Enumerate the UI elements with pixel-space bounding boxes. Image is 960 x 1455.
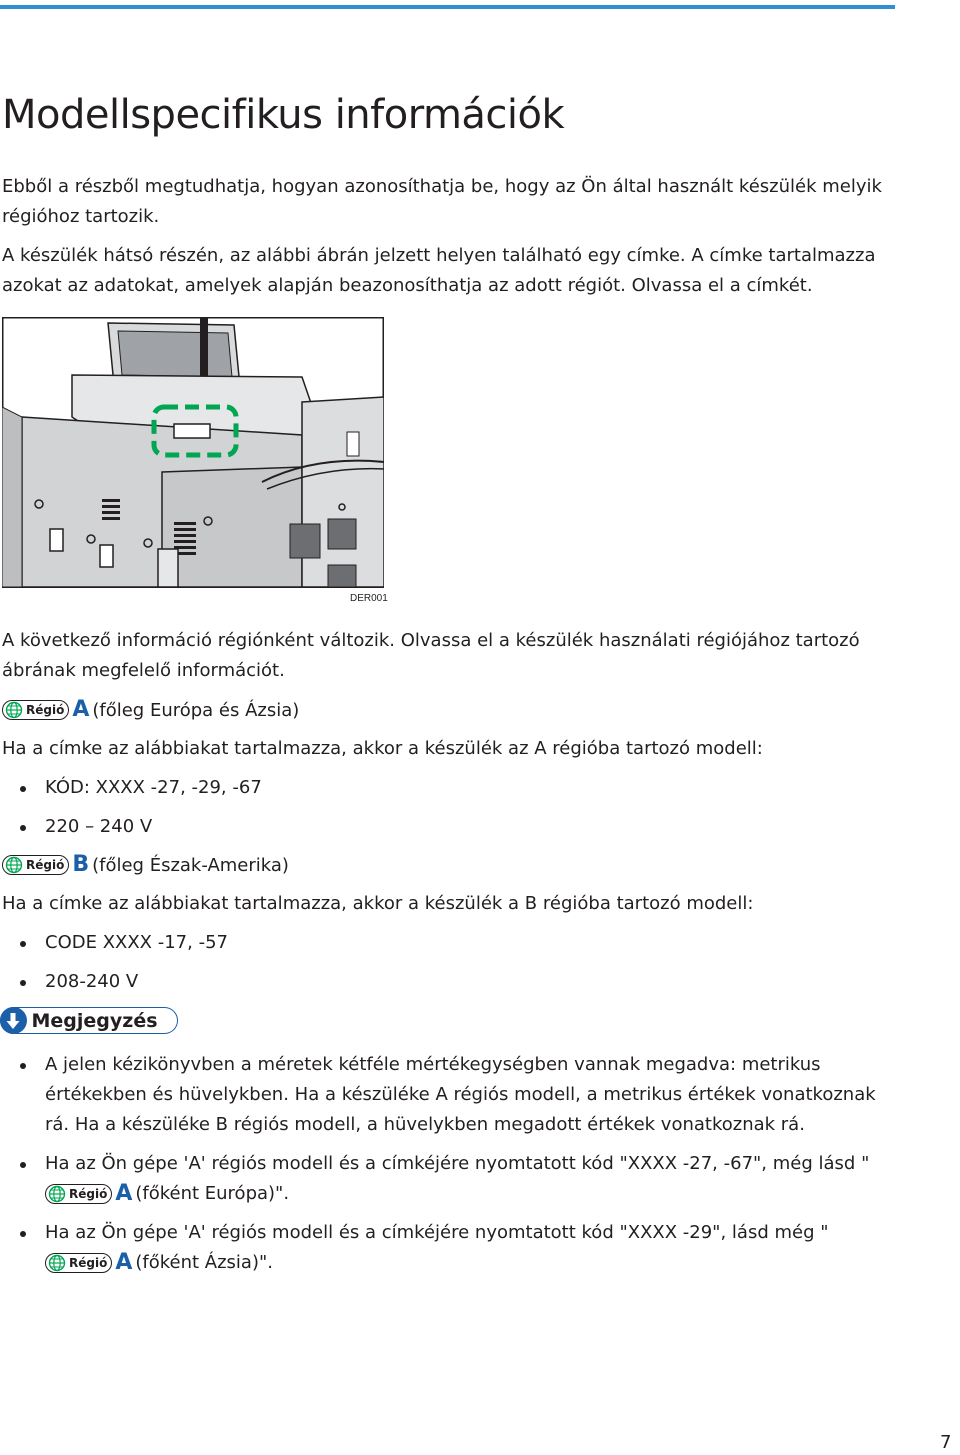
region-b-description: Ha a címke az alábbiakat tartalmazza, akkor a készülék a B régióba tartozó modell:	[2, 893, 754, 914]
figure-code: DER001	[350, 593, 388, 604]
region-b-list	[20, 928, 890, 997]
list-item: 208-240 V	[20, 967, 890, 997]
intro-paragraph-1: Ebből a részből megtudhatja, hogyan azonosíthatja be, hogy az Ön által használt készülék melyik régióhoz tartozik.	[2, 176, 882, 227]
note-list	[20, 1050, 890, 1278]
list-item: A jelen kézikönyvben a méretek kétféle mértékegységben vannak megadva: metrikus értékekben és hüvelykben. Ha a készüléke A régiós modell, a metrikus értékek vonatkoznak rá. Ha a készüléke B régiós modell, a hüvelykben megadott értékek vonatkoznak rá.	[20, 1050, 890, 1140]
region-badge-label: Régió	[69, 1256, 108, 1270]
note-item3-suffix: (főként Ázsia)".	[135, 1252, 273, 1273]
region-badge-label: Régió	[26, 703, 65, 717]
printer-rear-illustration	[2, 317, 384, 588]
region-a-letter: A	[72, 697, 90, 722]
region-a-letter: A	[115, 1181, 133, 1206]
page-number: 7	[940, 1432, 952, 1453]
region-b-caption: (főleg Észak-Amerika)	[92, 854, 289, 876]
top-rule	[0, 5, 895, 9]
list-item	[20, 1149, 890, 1209]
arrow-down-icon	[0, 1007, 27, 1034]
globe-icon	[5, 701, 23, 719]
globe-icon	[5, 856, 23, 874]
region-badge-label: Régió	[69, 1187, 108, 1201]
note-item2-suffix: (főként Európa)".	[135, 1183, 290, 1204]
list-item: 220 – 240 V	[20, 812, 890, 842]
region-badge-label: Régió	[26, 858, 65, 872]
region-badge	[2, 700, 69, 720]
region-badge	[45, 1253, 112, 1273]
note-item3-text: Ha az Ön gépe 'A' régiós modell és a címkéjére nyomtatott kód "XXXX -29", lásd még "	[45, 1222, 829, 1243]
region-a-inline-badge	[45, 1183, 135, 1205]
note-header	[0, 1007, 178, 1034]
region-b-line	[2, 851, 289, 879]
region-a-description: Ha a címke az alábbiakat tartalmazza, akkor a készülék az A régióba tartozó modell:	[2, 738, 763, 759]
globe-icon	[48, 1185, 66, 1203]
region-b-letter: B	[72, 852, 90, 877]
region-info-paragraph: A következő információ régiónként változik. Olvassa el a készülék használati régiójához tartozó ábrának megfelelő információt.	[2, 630, 860, 681]
region-badge	[2, 855, 69, 875]
region-a-list	[20, 773, 890, 842]
list-item: CODE XXXX -17, -57	[20, 928, 890, 958]
region-a-caption: (főleg Európa és Ázsia)	[92, 699, 300, 721]
globe-icon	[48, 1254, 66, 1272]
list-item: KÓD: XXXX -27, -29, -67	[20, 773, 890, 803]
intro-paragraph-2: A készülék hátsó részén, az alábbi ábrán jelzett helyen található egy címke. A címke tartalmazza azokat az adatokat, amelyek alapján beazonosíthatja az adott régiót. Olvassa el a címkét.	[2, 245, 876, 296]
region-badge	[45, 1184, 112, 1204]
list-item	[20, 1218, 890, 1278]
note-title: Megjegyzés	[31, 1009, 158, 1032]
page-title: Modellspecifikus információk	[2, 92, 565, 138]
region-a-inline-badge	[45, 1252, 135, 1274]
note-item2-text: Ha az Ön gépe 'A' régiós modell és a címkéjére nyomtatott kód "XXXX -27, -67", még lásd "	[45, 1153, 870, 1174]
region-a-line	[2, 696, 299, 724]
region-a-letter: A	[115, 1250, 133, 1275]
